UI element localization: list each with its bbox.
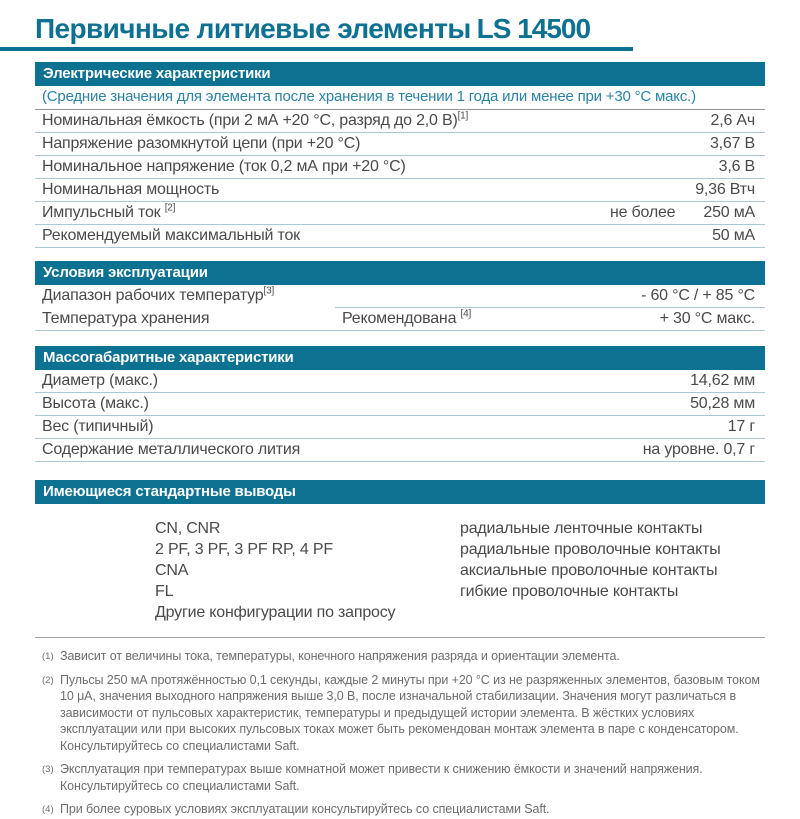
row-label: Номинальное напряжение (ток 0,2 мА при +20 °C) bbox=[42, 158, 406, 175]
row-label: Вес (типичный) bbox=[42, 418, 154, 435]
row-value: 3,6 В bbox=[718, 158, 755, 175]
row-qualifier: не более bbox=[609, 204, 676, 221]
table-row bbox=[35, 179, 765, 202]
termination-row bbox=[35, 581, 765, 602]
footnote bbox=[42, 648, 765, 665]
footnote-text: Зависит от величины тока, температуры, конечного напряжения разряда и ориентации элемента. bbox=[60, 649, 620, 663]
section-header-physical: Массогабаритные характеристики bbox=[35, 346, 765, 370]
row-value: - 60 °C / + 85 °C bbox=[641, 287, 755, 304]
footnote-ref: [3] bbox=[263, 285, 275, 297]
table-row bbox=[35, 202, 765, 225]
electrical-table bbox=[35, 110, 765, 248]
row-value: + 30 °C макс. bbox=[659, 310, 755, 327]
footnote-ref: [1] bbox=[457, 110, 469, 122]
row-qualifier: Рекомендована [4] bbox=[342, 308, 472, 327]
table-row bbox=[35, 439, 765, 462]
row-value: 3,67 В bbox=[709, 135, 755, 152]
footnote-marker: (4) bbox=[42, 804, 54, 815]
row-label: Высота (макс.) bbox=[42, 395, 149, 412]
footnote-text: Пульсы 250 мА протяжённостью 0,1 секунды, каждые 2 минуты при +20 °C из не разряженных элементов, базовым током 10 μА, значения выходного напряжения выше 3,0 В, после изначальной стабилизации. Значения могут различаться в зависимости от пульсовых характеристик, температуры и предыдущей истории элемента. В жёстких условиях эксплуатации или при высоких пульсовых токах может быть рекомендован монтаж элемента в паре с конденсатором. Консультируйтесь со специалистами Saft. bbox=[60, 672, 760, 753]
row-label: Диапазон рабочих температур[3] bbox=[42, 285, 275, 304]
row-value: 2,6 Ач bbox=[710, 112, 755, 129]
footnote-marker: (1) bbox=[42, 651, 54, 662]
termination-code: 2 PF, 3 PF, 3 PF RP, 4 PF bbox=[155, 541, 333, 558]
table-row bbox=[35, 416, 765, 439]
row-value: 14,62 мм bbox=[690, 372, 755, 389]
section-header-electrical: Электрические характеристики bbox=[35, 62, 765, 86]
title-underline bbox=[0, 47, 633, 51]
page-title-text: Первичные литиевые элементы bbox=[35, 13, 471, 44]
row-value: 250 мА bbox=[703, 204, 755, 221]
footnote bbox=[42, 761, 765, 794]
table-row bbox=[35, 225, 765, 248]
footnotes-block bbox=[35, 638, 765, 818]
termination-description: аксиальные проволочные контакты bbox=[460, 562, 718, 579]
operating-table bbox=[35, 285, 765, 331]
title-block bbox=[35, 0, 765, 51]
product-model: LS 14500 bbox=[476, 13, 591, 44]
row-label: Температура хранения bbox=[42, 310, 210, 327]
table-row bbox=[35, 110, 765, 133]
table-row bbox=[35, 156, 765, 179]
row-label: Импульсный ток [2] bbox=[42, 202, 176, 221]
footnote-ref: [2] bbox=[164, 202, 176, 214]
termination-code: FL bbox=[155, 583, 174, 600]
termination-row bbox=[35, 518, 765, 539]
termination-description: радиальные ленточные контакты bbox=[460, 520, 703, 537]
row-value: 17 г bbox=[727, 418, 755, 435]
termination-row bbox=[35, 602, 765, 623]
row-label: Содержание металлического лития bbox=[42, 441, 301, 458]
table-row bbox=[35, 393, 765, 416]
row-label: Номинальная мощность bbox=[42, 181, 220, 198]
footnote-ref: [4] bbox=[460, 308, 472, 320]
footnote-marker: (2) bbox=[42, 674, 54, 686]
termination-code: CNA bbox=[155, 562, 189, 579]
termination-code: CN, CNR bbox=[155, 520, 221, 537]
row-value: 9,36 Втч bbox=[695, 181, 755, 198]
termination-description: радиальные проволочные контакты bbox=[460, 541, 721, 558]
footnote-text: При более суровых условиях эксплуатации консультируйтесь со специалистами Saft. bbox=[60, 802, 550, 816]
physical-table bbox=[35, 370, 765, 462]
terminations-list bbox=[35, 518, 765, 623]
termination-code: Другие конфигурации по запросу bbox=[155, 604, 396, 621]
termination-row bbox=[35, 539, 765, 560]
section-header-operating: Условия эксплуатации bbox=[35, 261, 765, 285]
footnote-marker: (3) bbox=[42, 764, 54, 775]
row-label: Напряжение разомкнутой цепи (при +20 °C) bbox=[42, 135, 361, 152]
row-value: 50 мА bbox=[712, 227, 755, 244]
section-header-terminations: Имеющиеся стандартные выводы bbox=[35, 480, 765, 504]
page-title bbox=[35, 12, 765, 46]
footnote bbox=[42, 672, 765, 755]
row-label: Диаметр (макс.) bbox=[42, 372, 158, 389]
row-label: Номинальная ёмкость (при 2 мА +20 °C, разряд до 2,0 В)[1] bbox=[42, 110, 469, 129]
footnote bbox=[42, 801, 765, 818]
termination-description: гибкие проволочные контакты bbox=[460, 583, 679, 600]
table-row bbox=[35, 133, 765, 156]
row-label: Рекомендуемый максимальный ток bbox=[42, 227, 300, 244]
electrical-note: (Средние значения для элемента после хранения в течении 1 года или менее при +30 °C макс.) bbox=[35, 86, 765, 110]
termination-description bbox=[460, 602, 765, 623]
footnote-text: Эксплуатация при температурах выше комнатной может привести к снижению ёмкости и значений напряжения. Консультируйтесь со специалистами Saft. bbox=[60, 762, 703, 793]
row-value: 50,28 мм bbox=[690, 395, 755, 412]
table-row bbox=[35, 370, 765, 393]
termination-row bbox=[35, 560, 765, 581]
row-value: на уровне. 0,7 г bbox=[642, 441, 755, 458]
table-row bbox=[35, 285, 765, 308]
table-row bbox=[35, 308, 765, 331]
